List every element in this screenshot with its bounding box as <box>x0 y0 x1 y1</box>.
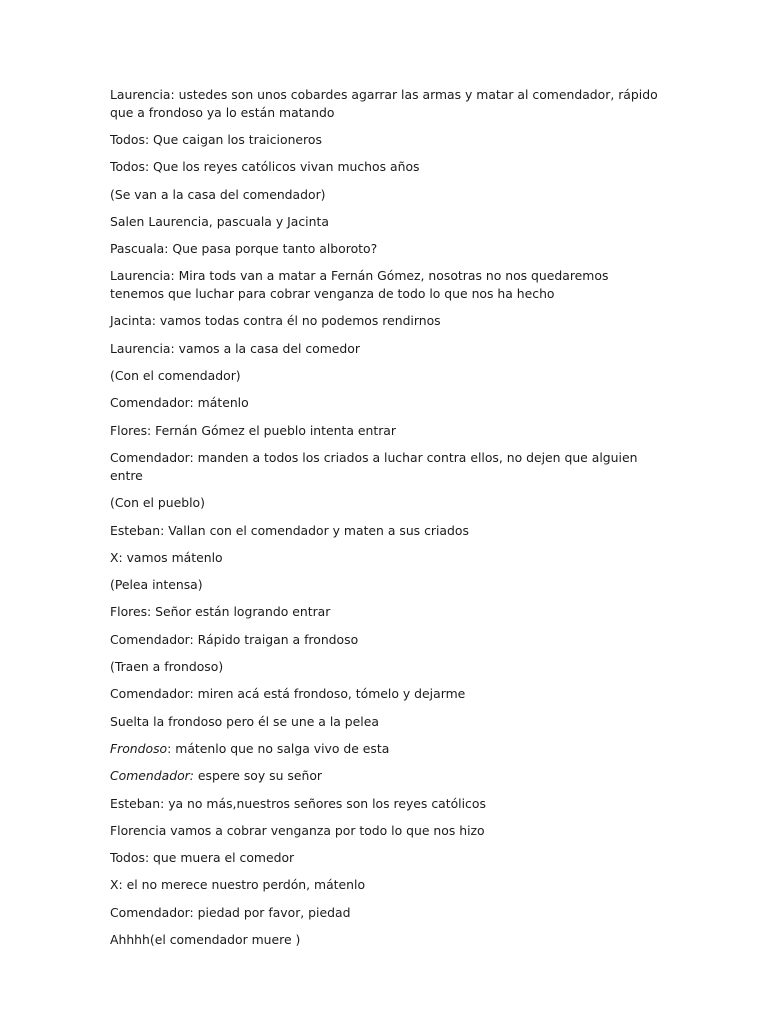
dialogue-line: Todos: Que los reyes católicos vivan muchos años <box>110 159 420 175</box>
dialogue-line-frondoso <box>110 740 658 758</box>
dialogue-line: Flores: Fernán Gómez el pueblo intenta entrar <box>110 422 396 438</box>
dialogue-line: Florencia vamos a cobrar venganza por todo lo que nos hizo <box>110 822 485 838</box>
dialogue-line: Laurencia: vamos a la casa del comedor <box>110 340 360 356</box>
dialogue-text: espere soy su señor <box>193 768 323 784</box>
dialogue-line: Comendador: mátenlo <box>110 395 249 411</box>
stage-direction: (Con el comendador) <box>110 368 241 384</box>
speaker-name: Comendador: <box>110 768 194 784</box>
dialogue-line: Esteban: Vallan con el comendador y maten a sus criados <box>110 522 469 538</box>
dialogue-line-comendador <box>110 767 658 785</box>
dialogue-line: X: vamos mátenlo <box>110 549 223 565</box>
dialogue-line: Todos: que muera el comedor <box>110 850 295 866</box>
stage-direction: (Pelea intensa) <box>110 577 203 593</box>
dialogue-text: : mátenlo que no salga vivo de esta <box>167 740 390 756</box>
stage-direction: Salen Laurencia, pascuala y Jacinta <box>110 213 329 229</box>
dialogue-line: Comendador: miren acá está frondoso, tómelo y dejarme <box>110 686 466 702</box>
dialogue-line: Comendador: piedad por favor, piedad <box>110 904 351 920</box>
dialogue-line: Todos: Que caigan los traicioneros <box>110 132 322 147</box>
stage-direction: (Traen a frondoso) <box>110 659 224 675</box>
stage-direction: (Se van a la casa del comendador) <box>110 186 326 202</box>
stage-direction: Suelta la frondoso pero él se une a la pelea <box>110 713 379 729</box>
dialogue-line: Ahhhh(el comendador muere ) <box>110 932 301 948</box>
stage-direction: (Con el pueblo) <box>110 495 205 511</box>
dialogue-line: X: el no merece nuestro perdón, mátenlo <box>110 877 366 893</box>
dialogue-line: Comendador: manden a todos los criados a luchar contra ellos, no dejen que alguien entre <box>110 449 638 483</box>
dialogue-line: Pascuala: Que pasa porque tanto alboroto? <box>110 241 378 257</box>
dialogue-line: Laurencia: ustedes son unos cobardes agarrar las armas y matar al comendador, rápido que a frondoso ya lo están matando <box>110 87 658 120</box>
document-body <box>110 86 658 958</box>
dialogue-line: Flores: Señor están logrando entrar <box>110 604 331 620</box>
dialogue-line: Esteban: ya no más,nuestros señores son los reyes católicos <box>110 795 486 811</box>
speaker-name: Frondoso <box>110 740 168 756</box>
dialogue-line: Laurencia: Mira tods van a matar a Fernán Gómez, nosotras no nos quedaremos tenemos que luchar para cobrar venganza de todo lo que nos ha hecho <box>110 268 609 302</box>
dialogue-line: Jacinta: vamos todas contra él no podemos rendirnos <box>110 313 441 329</box>
dialogue-line: Comendador: Rápido traigan a frondoso <box>110 631 359 647</box>
